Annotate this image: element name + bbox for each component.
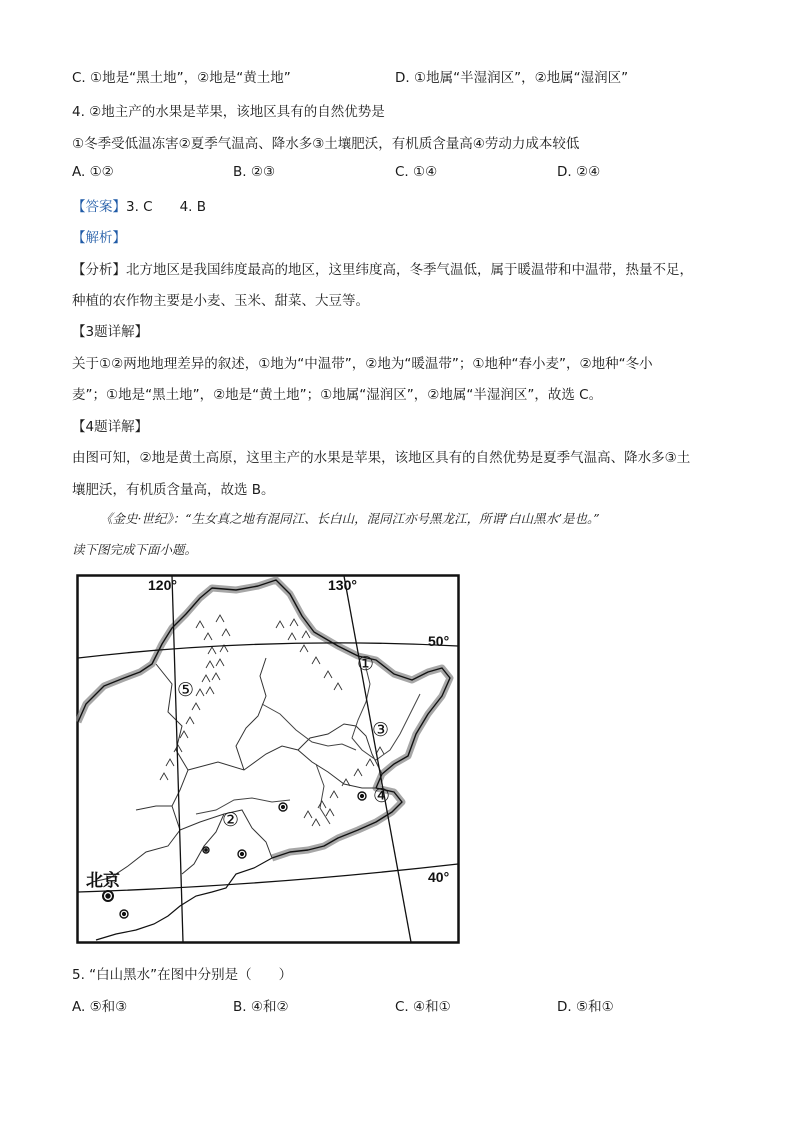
q4-option-c: C. ①④ xyxy=(395,164,438,180)
marker-4: ④ xyxy=(373,786,391,807)
answer-line xyxy=(72,195,206,215)
q4-option-a: A. ①② xyxy=(72,164,114,180)
lat-label-40: 40° xyxy=(428,869,450,885)
q5-option-d: D. ⑤和① xyxy=(557,999,614,1015)
q5-stem: 5. “白山黑水”在图中分别是（ ） xyxy=(72,967,293,983)
city-label-beijing: 北京 xyxy=(86,871,120,890)
quote-line-2: 读下图完成下面小题。 xyxy=(72,542,198,557)
q4-option-b: B. ②③ xyxy=(233,164,276,180)
detail3-line-1: 关于①②两地地理差异的叙述，①地为“中温带”，②地为“暖温带”；①地种“春小麦”，②地种“冬小 xyxy=(72,356,653,372)
detail3-line-2: 麦”；①地是“黑土地”，②地是“黄土地”；①地属“湿润区”，②地属“半湿润区”，故选 C。 xyxy=(72,387,603,403)
analysis-tag: 【解析】 xyxy=(72,230,126,246)
fenxi-line-1 xyxy=(72,258,693,278)
quote-line-1: 《金史·世纪》：“生女真之地有混同江、长白山，混同江亦号黑龙江，所谓‘白山黑水’是也。” xyxy=(100,511,600,526)
lat-label-50: 50° xyxy=(428,633,450,649)
q4-stem: 4. ②地主产的水果是苹果，该地区具有的自然优势是 xyxy=(72,104,385,120)
fenxi-text-1: 北方地区是我国纬度最高的地区，这里纬度高，冬季气温低，属于暖温带和中温带，热量不足， xyxy=(126,262,693,278)
detail4-line-2: 壤肥沃，有机质含量高，故选 B。 xyxy=(72,482,275,498)
detail4-line-1: 由图可知，②地是黄土高原，这里主产的水果是苹果，该地区具有的自然优势是夏季气温高、降水多③土 xyxy=(72,450,691,466)
q3-option-d: D. ①地属“半湿润区”，②地属“湿润区” xyxy=(395,70,629,86)
detail3-tag: 【3题详解】 xyxy=(72,324,149,340)
northeast-china-map xyxy=(76,574,460,944)
fenxi-tag: 【分析】 xyxy=(72,262,126,278)
q3-option-c: C. ①地是“黑土地”，②地是“黄土地” xyxy=(72,70,291,86)
q4-items: ①冬季受低温冻害②夏季气温高、降水多③土壤肥沃，有机质含量高④劳动力成本较低 xyxy=(72,136,580,152)
marker-2: ② xyxy=(222,810,240,831)
q4-option-d: D. ②④ xyxy=(557,164,601,180)
answer-tag: 【答案】 xyxy=(72,199,126,215)
lon-label-130: 130° xyxy=(328,577,357,593)
detail4-tag: 【4题详解】 xyxy=(72,419,149,435)
marker-1: ① xyxy=(357,654,375,675)
q5-option-c: C. ④和① xyxy=(395,999,451,1015)
answer-text: 3. C 4. B xyxy=(126,199,207,215)
marker-5: ⑤ xyxy=(177,680,195,701)
fenxi-line-2: 种植的农作物主要是小麦、玉米、甜菜、大豆等。 xyxy=(72,293,369,309)
lon-label-120: 120° xyxy=(148,577,177,593)
q5-option-a: A. ⑤和③ xyxy=(72,999,128,1015)
q5-option-b: B. ④和② xyxy=(233,999,289,1015)
marker-3: ③ xyxy=(372,720,390,741)
